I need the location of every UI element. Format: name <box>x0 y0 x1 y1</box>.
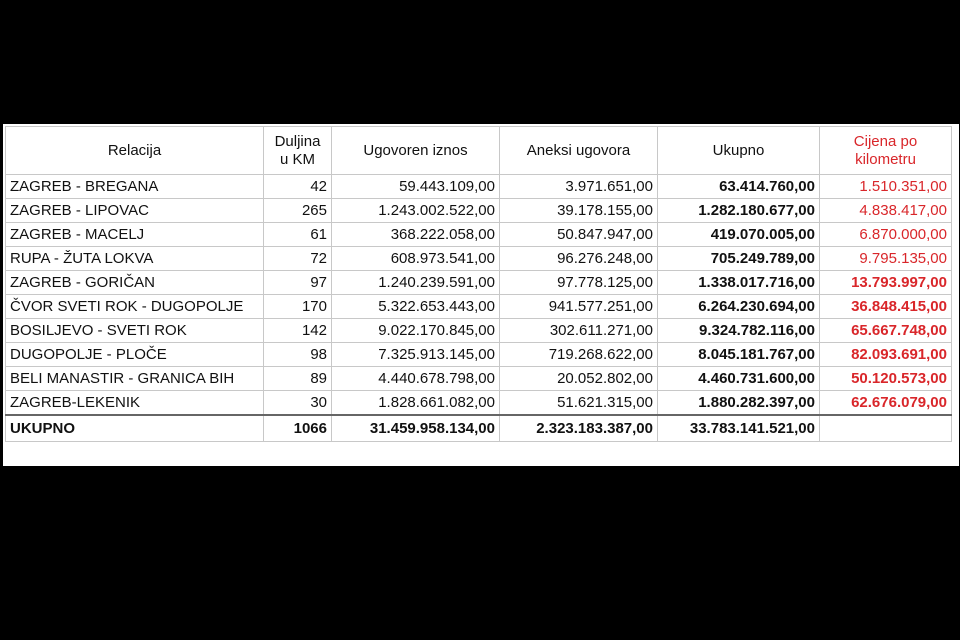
cell-relacija: DUGOPOLJE - PLOČE <box>6 343 264 367</box>
cell-cijena: 4.838.417,00 <box>820 199 952 223</box>
cell-cijena: 62.676.079,00 <box>820 391 952 416</box>
cell-ukupno: 705.249.789,00 <box>658 247 820 271</box>
table-row <box>6 367 952 391</box>
cell-relacija: ZAGREB - GORIČAN <box>6 271 264 295</box>
cell-ugovoren: 5.322.653.443,00 <box>332 295 500 319</box>
cell-aneksi: 20.052.802,00 <box>500 367 658 391</box>
cell-relacija: ZAGREB - BREGANA <box>6 175 264 199</box>
cell-ugovoren: 608.973.541,00 <box>332 247 500 271</box>
cell-ukupno: 1.880.282.397,00 <box>658 391 820 416</box>
total-duljina: 1066 <box>264 415 332 442</box>
cell-relacija: ZAGREB-LEKENIK <box>6 391 264 416</box>
cell-ukupno: 6.264.230.694,00 <box>658 295 820 319</box>
cell-relacija: BOSILJEVO - SVETI ROK <box>6 319 264 343</box>
cell-cijena: 50.120.573,00 <box>820 367 952 391</box>
cell-ugovoren: 7.325.913.145,00 <box>332 343 500 367</box>
total-relacija: UKUPNO <box>6 415 264 442</box>
cell-aneksi: 3.971.651,00 <box>500 175 658 199</box>
cell-ugovoren: 1.243.002.522,00 <box>332 199 500 223</box>
cell-ugovoren: 1.828.661.082,00 <box>332 391 500 416</box>
total-aneksi: 2.323.183.387,00 <box>500 415 658 442</box>
cell-cijena: 6.870.000,00 <box>820 223 952 247</box>
cell-duljina: 170 <box>264 295 332 319</box>
cell-duljina: 142 <box>264 319 332 343</box>
total-row <box>6 415 952 442</box>
table-row <box>6 223 952 247</box>
cell-cijena: 9.795.135,00 <box>820 247 952 271</box>
header-ugovoren: Ugovoren iznos <box>332 127 500 175</box>
cell-ugovoren: 368.222.058,00 <box>332 223 500 247</box>
cell-aneksi: 941.577.251,00 <box>500 295 658 319</box>
header-cijena <box>820 127 952 175</box>
cell-relacija: RUPA - ŽUTA LOKVA <box>6 247 264 271</box>
cell-ukupno: 4.460.731.600,00 <box>658 367 820 391</box>
motorway-cost-table <box>5 126 952 442</box>
header-row <box>6 127 952 175</box>
cell-ukupno: 9.324.782.116,00 <box>658 319 820 343</box>
cell-duljina: 30 <box>264 391 332 416</box>
cell-cijena: 13.793.997,00 <box>820 271 952 295</box>
cell-ugovoren: 4.440.678.798,00 <box>332 367 500 391</box>
header-aneksi: Aneksi ugovora <box>500 127 658 175</box>
cell-aneksi: 97.778.125,00 <box>500 271 658 295</box>
total-ugovoren: 31.459.958.134,00 <box>332 415 500 442</box>
cell-cijena: 82.093.691,00 <box>820 343 952 367</box>
cell-ukupno: 8.045.181.767,00 <box>658 343 820 367</box>
header-duljina-text: Duljina u KM <box>274 132 321 168</box>
header-ukupno: Ukupno <box>658 127 820 175</box>
cell-cijena: 65.667.748,00 <box>820 319 952 343</box>
table-row <box>6 199 952 223</box>
header-relacija: Relacija <box>6 127 264 175</box>
table-row <box>6 319 952 343</box>
cell-aneksi: 96.276.248,00 <box>500 247 658 271</box>
cell-duljina: 42 <box>264 175 332 199</box>
cell-ukupno: 1.282.180.677,00 <box>658 199 820 223</box>
total-cijena <box>820 415 952 442</box>
spreadsheet-sheet <box>3 124 959 466</box>
cell-ugovoren: 1.240.239.591,00 <box>332 271 500 295</box>
cell-aneksi: 51.621.315,00 <box>500 391 658 416</box>
cell-aneksi: 39.178.155,00 <box>500 199 658 223</box>
cell-ukupno: 63.414.760,00 <box>658 175 820 199</box>
cell-duljina: 97 <box>264 271 332 295</box>
cell-duljina: 265 <box>264 199 332 223</box>
header-duljina <box>264 127 332 175</box>
table-row <box>6 343 952 367</box>
cell-duljina: 98 <box>264 343 332 367</box>
cell-duljina: 72 <box>264 247 332 271</box>
cell-relacija: BELI MANASTIR - GRANICA BIH <box>6 367 264 391</box>
cell-ugovoren: 9.022.170.845,00 <box>332 319 500 343</box>
cell-aneksi: 302.611.271,00 <box>500 319 658 343</box>
total-ukupno: 33.783.141.521,00 <box>658 415 820 442</box>
cell-ugovoren: 59.443.109,00 <box>332 175 500 199</box>
cell-duljina: 61 <box>264 223 332 247</box>
table-row <box>6 175 952 199</box>
table-body <box>6 175 952 416</box>
table-row <box>6 247 952 271</box>
cell-relacija: ZAGREB - LIPOVAC <box>6 199 264 223</box>
table-row <box>6 271 952 295</box>
table-row <box>6 391 952 416</box>
cell-aneksi: 719.268.622,00 <box>500 343 658 367</box>
cell-relacija: ZAGREB - MACELJ <box>6 223 264 247</box>
table-row <box>6 295 952 319</box>
cell-aneksi: 50.847.947,00 <box>500 223 658 247</box>
cell-relacija: ČVOR SVETI ROK - DUGOPOLJE <box>6 295 264 319</box>
cell-ukupno: 419.070.005,00 <box>658 223 820 247</box>
cell-cijena: 1.510.351,00 <box>820 175 952 199</box>
cell-duljina: 89 <box>264 367 332 391</box>
cell-cijena: 36.848.415,00 <box>820 295 952 319</box>
cell-ukupno: 1.338.017.716,00 <box>658 271 820 295</box>
header-cijena-text: Cijena po kilometru <box>853 132 918 168</box>
